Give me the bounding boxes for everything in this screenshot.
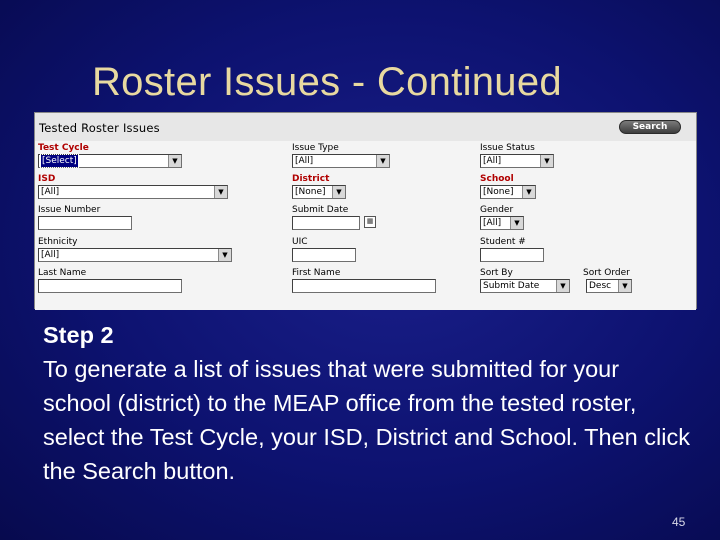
issue-status-value: [All] xyxy=(483,156,502,166)
sort-by-select[interactable] xyxy=(480,279,570,293)
student-number-input[interactable] xyxy=(480,248,544,262)
sort-order-value: Desc xyxy=(589,281,612,291)
chevron-down-icon[interactable]: ▼ xyxy=(214,186,227,198)
ethnicity-label: Ethnicity xyxy=(38,237,78,247)
issue-type-select[interactable] xyxy=(292,154,390,168)
uic-label: UIC xyxy=(292,237,308,247)
issue-type-label: Issue Type xyxy=(292,143,339,153)
chevron-down-icon[interactable]: ▼ xyxy=(540,155,553,167)
chevron-down-icon[interactable]: ▼ xyxy=(556,280,569,292)
issue-status-label: Issue Status xyxy=(480,143,535,153)
last-name-label: Last Name xyxy=(38,268,87,278)
sort-order-select[interactable] xyxy=(586,279,632,293)
last-name-input[interactable] xyxy=(38,279,182,293)
district-label: District xyxy=(292,174,330,184)
school-label: School xyxy=(480,174,514,184)
chevron-down-icon[interactable]: ▼ xyxy=(522,186,535,198)
slide-title: Roster Issues - Continued xyxy=(92,60,562,104)
issue-number-label: Issue Number xyxy=(38,205,101,215)
student-number-label: Student # xyxy=(480,237,526,247)
chevron-down-icon[interactable]: ▼ xyxy=(218,249,231,261)
issue-number-input[interactable] xyxy=(38,216,132,230)
page-number: 45 xyxy=(672,515,686,529)
school-select[interactable] xyxy=(480,185,536,199)
school-value: [None] xyxy=(483,187,514,197)
gender-label: Gender xyxy=(480,205,514,215)
gender-select[interactable] xyxy=(480,216,524,230)
step-description: To generate a list of issues that were submitted for your school (district) to the MEAP office from the tested roster, select the Test Cycle, your ISD, District and School. Then click the Search button. xyxy=(43,356,690,484)
form-area xyxy=(35,141,696,310)
step-caption xyxy=(43,318,693,488)
first-name-input[interactable] xyxy=(292,279,436,293)
panel-title: Tested Roster Issues xyxy=(39,121,160,135)
submit-date-label: Submit Date xyxy=(292,205,349,215)
first-name-label: First Name xyxy=(292,268,341,278)
sort-order-label: Sort Order xyxy=(583,268,630,278)
sort-by-value: Submit Date xyxy=(483,281,540,291)
isd-value: [All] xyxy=(41,187,60,197)
ethnicity-value: [All] xyxy=(41,250,60,260)
issue-status-select[interactable] xyxy=(480,154,554,168)
chevron-down-icon[interactable]: ▼ xyxy=(376,155,389,167)
chevron-down-icon[interactable]: ▼ xyxy=(618,280,631,292)
district-select[interactable] xyxy=(292,185,346,199)
test-cycle-label: Test Cycle xyxy=(38,143,89,153)
isd-select[interactable] xyxy=(38,185,228,199)
test-cycle-value: [Select] xyxy=(42,156,77,166)
calendar-icon[interactable]: ▦ xyxy=(364,216,376,228)
chevron-down-icon[interactable]: ▼ xyxy=(168,155,181,167)
chevron-down-icon[interactable]: ▼ xyxy=(510,217,523,229)
uic-input[interactable] xyxy=(292,248,356,262)
ethnicity-select[interactable] xyxy=(38,248,232,262)
district-value: [None] xyxy=(295,187,326,197)
panel-header xyxy=(35,113,696,141)
gender-value: [All] xyxy=(483,218,502,228)
step-heading: Step 2 xyxy=(43,322,114,348)
issue-type-value: [All] xyxy=(295,156,314,166)
chevron-down-icon[interactable]: ▼ xyxy=(332,186,345,198)
search-button[interactable]: Search xyxy=(619,120,681,134)
submit-date-input[interactable] xyxy=(292,216,360,230)
isd-label: ISD xyxy=(38,174,56,184)
test-cycle-select[interactable] xyxy=(38,154,182,168)
sort-by-label: Sort By xyxy=(480,268,513,278)
search-form-screenshot xyxy=(34,112,697,309)
